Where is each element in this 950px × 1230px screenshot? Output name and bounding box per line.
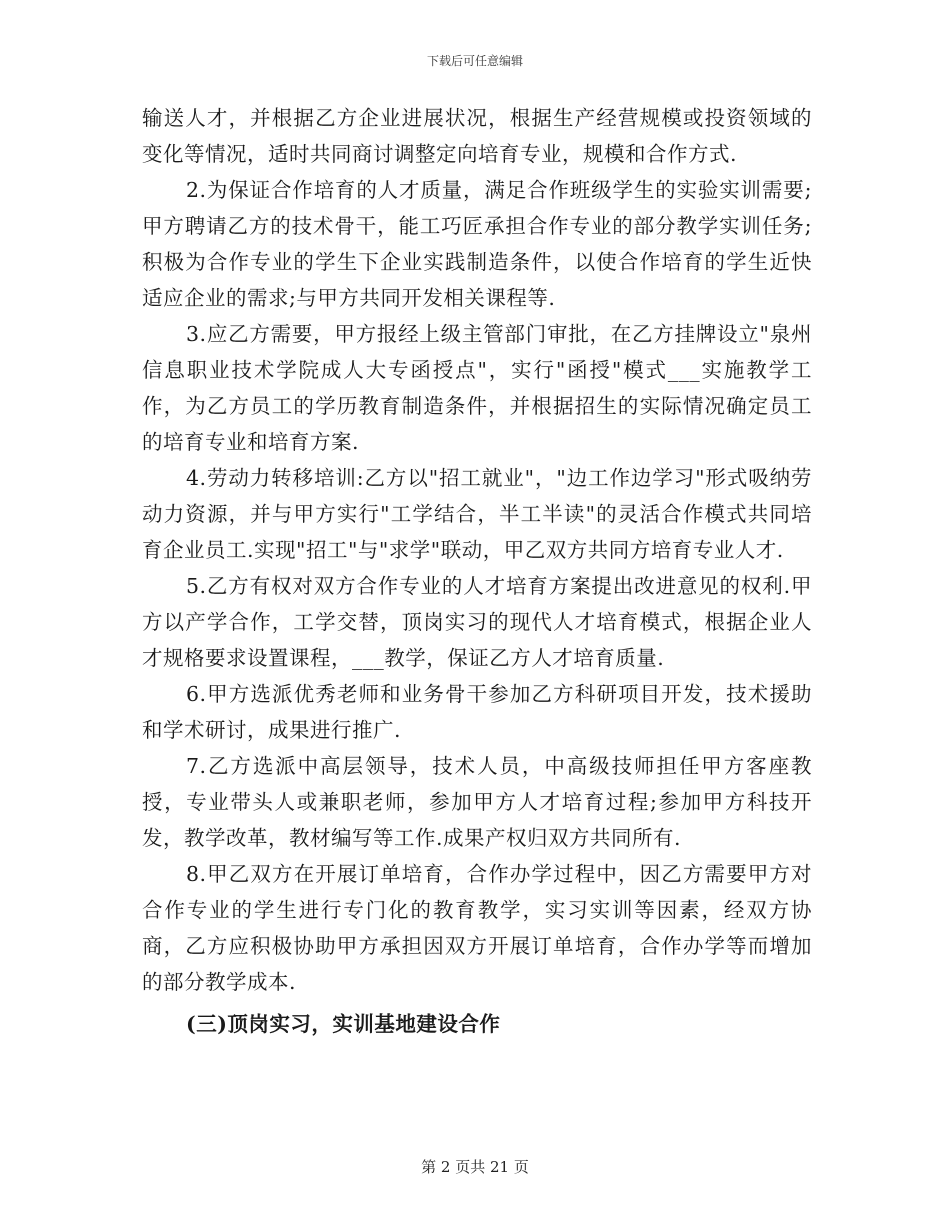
document-body	[142, 100, 812, 1044]
paragraph-continuation: 输送人才，并根据乙方企业进展状况，根据生产经营规模或投资领域的变化等情况，适时共同商讨调整定向培育专业，规模和合作方式.	[142, 106, 812, 166]
paragraph-item-7: 7.乙方选派中高层领导，技术人员，中高级技师担任甲方客座教授，专业带头人或兼职老师，参加甲方人才培育过程;参加甲方科技开发，教学改革，教材编写等工作.成果产权归双方共同所有.	[142, 754, 812, 850]
paragraph-item-2: 2.为保证合作培育的人才质量，满足合作班级学生的实验实训需要;甲方聘请乙方的技术骨干，能工巧匠承担合作专业的部分教学实训任务;积极为合作专业的学生下企业实践制造条件，以使合作培育的学生近快适应企业的需求;与甲方共同开发相关课程等.	[142, 178, 812, 310]
page-header: 下载后可任意编辑	[426, 54, 523, 68]
paragraph-item-6: 6.甲方选派优秀老师和业务骨干参加乙方科研项目开发，技术援助和学术研讨，成果进行推广.	[142, 682, 812, 742]
section-heading: (三)顶岗实习，实训基地建设合作	[186, 1012, 501, 1036]
page-footer: 第 2 页共 21 页	[421, 1158, 529, 1176]
paragraph-item-5: 5.乙方有权对双方合作专业的人才培育方案提出改进意见的权利.甲方以产学合作，工学交替，顶岗实习的现代人才培育模式，根据企业人才规格要求设置课程，___教学，保证乙方人才培育质量.	[142, 574, 812, 670]
paragraph-item-8: 8.甲乙双方在开展订单培育，合作办学过程中，因乙方需要甲方对合作专业的学生进行专门化的教育教学，实习实训等因素，经双方协商，乙方应积极协助甲方承担因双方开展订单培育，合作办学等而增加的部分教学成本.	[142, 862, 812, 994]
paragraph-item-3: 3.应乙方需要，甲方报经上级主管部门审批，在乙方挂牌设立"泉州信息职业技术学院成人大专函授点"，实行"函授"模式___实施教学工作，为乙方员工的学历教育制造条件，并根据招生的实际情况确定员工的培育专业和培育方案.	[142, 322, 812, 454]
paragraph-item-4: 4.劳动力转移培训:乙方以"招工就业"，"边工作边学习"形式吸纳劳动力资源，并与甲方实行"工学结合，半工半读"的灵活合作模式共同培育企业员工.实现"招工"与"求学"联动，甲乙双方共同方培育专业人才.	[142, 466, 812, 562]
